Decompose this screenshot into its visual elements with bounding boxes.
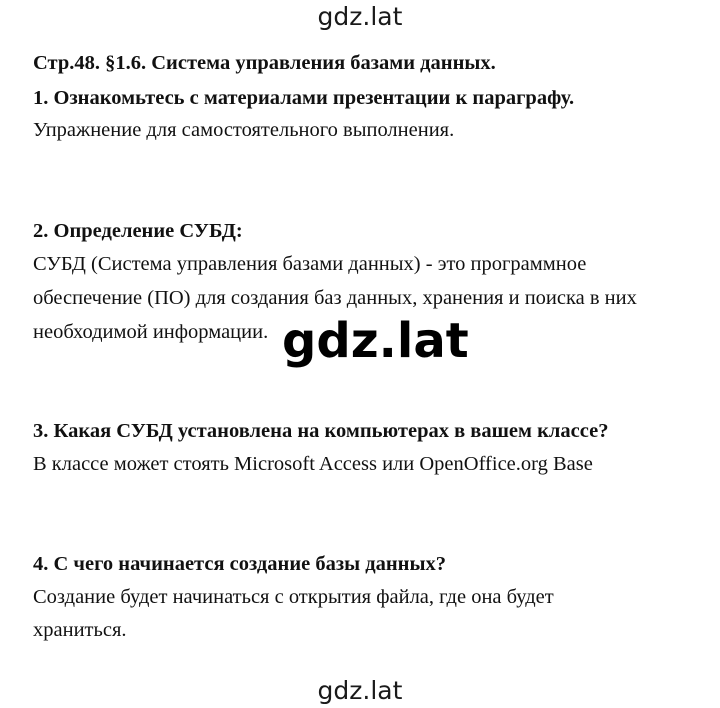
section-2-heading: 2. Определение СУБД: (33, 220, 243, 242)
section-4-heading: 4. С чего начинается создание базы данных? (33, 553, 446, 575)
watermark-top: gdz.lat (317, 2, 403, 31)
watermark-middle: gdz.lat (282, 313, 469, 369)
page-title: Стр.48. §1.6. Система управления базами данных. (33, 52, 496, 74)
section-3-text-line: В классе может стоять Microsoft Access или OpenOffice.org Base (33, 453, 593, 475)
section-1-text-line: Упражнение для самостоятельного выполнения. (33, 119, 455, 141)
section-2-text-line: необходимой информации. (33, 321, 269, 343)
section-2-text-line: обеспечение (ПО) для создания баз данных, хранения и поиска в них (33, 287, 637, 309)
section-3-heading: 3. Какая СУБД установлена на компьютерах в вашем классе? (33, 420, 609, 442)
section-4-text-line: Создание будет начинаться с открытия файла, где она будет (33, 586, 554, 608)
section-2-text-line: СУБД (Система управления базами данных) - это программное (33, 253, 587, 275)
section-4-text-line: храниться. (33, 619, 127, 641)
watermark-bottom: gdz.lat (317, 676, 403, 705)
section-1-heading: 1. Ознакомьтесь с материалами презентации к параграфу. (33, 87, 575, 109)
